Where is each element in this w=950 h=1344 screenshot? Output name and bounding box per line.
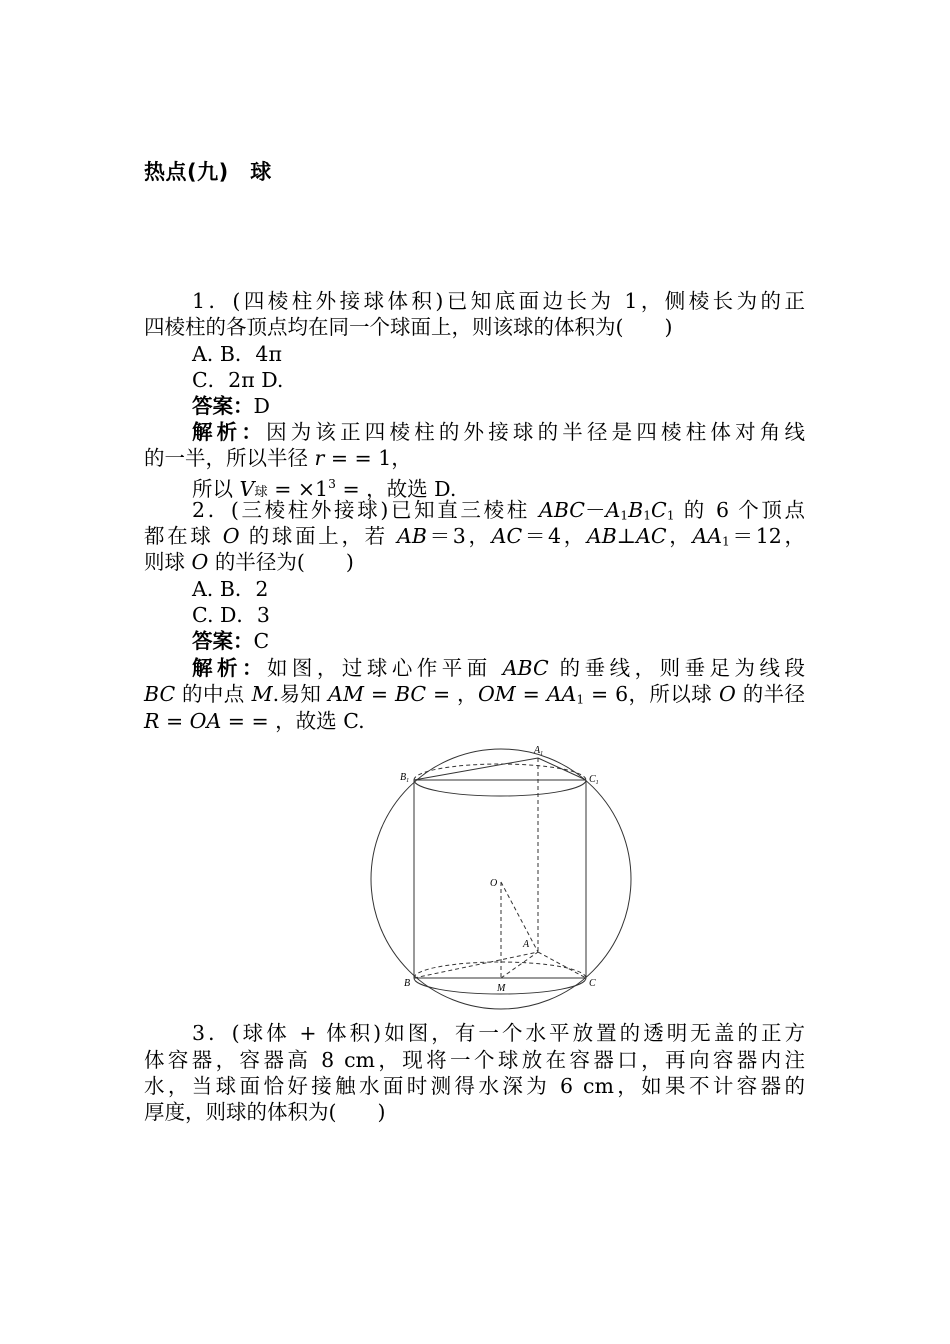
q1-analysis-text-3a: 所以: [192, 476, 240, 501]
q2-analysis-text-3a: =: [159, 709, 190, 733]
q2-line-3: [144, 549, 354, 575]
q2-c1-sub: 1: [666, 508, 675, 523]
q1-line-1: 1．(四棱柱外接球体积)已知底面边长为 1，侧棱长为的正: [192, 289, 805, 313]
q2-analysis-text-3b: = = ，故选 C.: [221, 709, 365, 733]
q2-text-1c: 的 6 个顶点: [674, 498, 805, 522]
q2-analysis-text-2c: =: [363, 682, 395, 706]
top-ellipse-back: [414, 764, 586, 780]
label-m: M: [497, 983, 506, 994]
q2-text-2d: ＝4，: [522, 524, 587, 548]
top-ellipse-front: [414, 780, 586, 796]
q1-answer-value: D: [253, 394, 270, 418]
q1-line-2: 四棱柱的各顶点均在同一个球面上，则该球的体积为( ): [144, 315, 673, 339]
q2-analysis-abc: ABC: [502, 656, 549, 680]
q2-ab: AB: [397, 524, 427, 548]
sphere-prism-svg: [370, 742, 634, 1012]
q1-analysis-line-1: [192, 419, 805, 445]
q2-perp: ⊥: [616, 524, 637, 548]
q2-text-3b: 的半径为( ): [208, 550, 354, 574]
q2-analysis-text-2d: = ，: [426, 682, 478, 706]
q3-line-2: 体容器，容器高 8 cm，现将一个球放在容器口，再向容器内注: [144, 1048, 805, 1072]
q1-analysis-text-2a: 的一半，所以半径: [144, 446, 315, 470]
q3-line-1: 3．(球体 + 体积)如图，有一个水平放置的透明无盖的正方: [192, 1021, 805, 1045]
q2-text-2b: 的球面上，若: [239, 524, 398, 548]
q1-answer-label: 答案：: [192, 394, 254, 418]
q2-analysis-line-3: [144, 708, 365, 734]
q2-text-2a: 都在球: [144, 524, 223, 548]
q1-options-cd: C．2π D.: [192, 368, 284, 392]
q2-dash: －: [584, 498, 606, 522]
q1-analysis-text-1: 因为该正四棱柱的外接球的半径是四棱柱体对角线: [266, 420, 805, 444]
q2-analysis-text-2a: 的中点: [175, 682, 252, 706]
q2-analysis-text-2f: = 6，所以球: [584, 682, 719, 706]
q2-text-2f: ＝12，: [729, 524, 805, 548]
q2-analysis-line-1: [192, 655, 805, 681]
q2-analysis-aa1: AA: [546, 682, 577, 706]
q2-analysis-text-2e: =: [515, 682, 547, 706]
q2-aa1: AA: [692, 524, 723, 548]
page-title: 热点(九) 球: [144, 160, 272, 184]
q1-radius-symbol: r: [314, 446, 325, 470]
bottom-ellipse-back: [414, 962, 586, 978]
label-c1: $C_1$: [589, 774, 599, 786]
q2-analysis-text-2g: 的半径: [735, 682, 805, 706]
label-a: A: [523, 939, 530, 950]
q1-volume-symbol: V: [239, 476, 255, 501]
sphere-prism-figure: [370, 742, 634, 1012]
q2-text-2e: ，: [666, 524, 693, 548]
q2-options-ab: A. B．2: [192, 577, 269, 601]
q2-ab-2: AB: [586, 524, 617, 548]
q2-options-cd: C. D．3: [192, 603, 270, 627]
q2-text-1a: 2．(三棱柱外接球)已知直三棱柱: [192, 498, 540, 522]
q2-b1-sub: 1: [643, 508, 652, 523]
q2-analysis-aa1-sub: 1: [576, 692, 585, 707]
q1-volume-subscript: 球: [254, 484, 268, 500]
edge-a1c1: [538, 758, 586, 780]
q2-a1: A: [605, 498, 621, 522]
q3-line-3: 水，当球面恰好接触水面时测得水深为 6 cm，如果不计容器的: [144, 1074, 805, 1098]
label-b: B: [404, 978, 411, 989]
q2-analysis-label: 解析：: [192, 656, 267, 680]
edge-ac: [538, 952, 586, 978]
q3-line-4: 厚度，则球的体积为( ): [144, 1100, 386, 1124]
q2-abc: ABC: [539, 498, 585, 522]
q2-text-3a: 则球: [144, 550, 192, 574]
q1-cube-exponent: 3: [328, 477, 336, 491]
q1-analysis-text-2b: = = 1，: [324, 446, 412, 470]
q1-analysis-text-3b: = ×1: [267, 476, 329, 501]
label-o: O: [490, 878, 498, 889]
q1-analysis-text-3c: = ，故选 D.: [335, 476, 457, 501]
q2-a1-sub: 1: [620, 508, 629, 523]
q2-analysis-text-1b: 的垂线，则垂足为线段: [548, 656, 805, 680]
q2-ac: AC: [491, 524, 523, 548]
q2-analysis-m: M: [251, 682, 273, 706]
q2-c1: C: [651, 498, 667, 522]
q2-b1: B: [628, 498, 644, 522]
label-b1: $B_1$: [400, 772, 410, 784]
q1-analysis-line-2: [144, 445, 412, 471]
q2-analysis-o: O: [718, 682, 736, 706]
q2-o-2: O: [191, 550, 209, 574]
q2-analysis-bc-2: BC: [394, 682, 427, 706]
q2-analysis-r: R: [144, 709, 160, 733]
q2-answer: [192, 628, 269, 654]
q2-answer-value: C: [253, 629, 270, 653]
q2-text-2c: ＝3，: [426, 524, 492, 548]
segment-oa: [501, 882, 538, 952]
q2-aa1-sub: 1: [722, 534, 730, 549]
q2-analysis-text-2b: .易知: [272, 682, 329, 706]
q1-analysis-label: 解析：: [192, 420, 267, 444]
q2-analysis-om: OM: [477, 682, 516, 706]
q2-analysis-text-1a: 如图，过球心作平面: [266, 656, 503, 680]
q1-answer: [192, 393, 270, 419]
q2-analysis-am: AM: [328, 682, 364, 706]
q2-ac-2: AC: [636, 524, 667, 548]
q1-options-ab: A. B．4π: [192, 342, 282, 366]
label-c: C: [589, 978, 596, 989]
q2-answer-label: 答案：: [192, 629, 254, 653]
q2-o: O: [222, 524, 240, 548]
q2-analysis-bc: BC: [144, 682, 176, 706]
q2-analysis-oa: OA: [189, 709, 222, 733]
label-a1: $A_1$: [534, 745, 544, 757]
